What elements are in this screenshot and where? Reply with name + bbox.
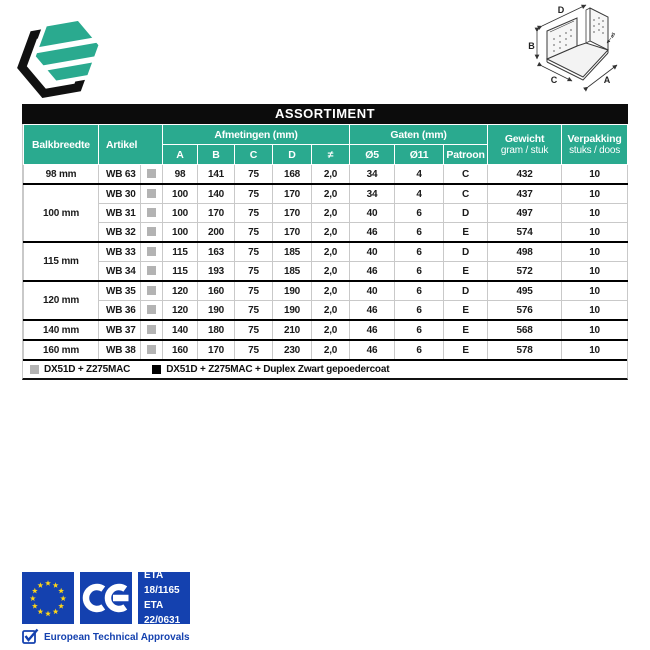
cell-patroon: E: [444, 340, 488, 359]
cell-patroon: E: [444, 262, 488, 282]
finish-swatch-icon: [147, 325, 156, 334]
finish-swatch-cell: [141, 242, 163, 262]
eta-approvals-line: [22, 628, 190, 644]
cell-c: 75: [235, 242, 273, 262]
cell-o11: 6: [395, 242, 444, 262]
cell-c: 75: [235, 204, 273, 223]
cell-patroon: E: [444, 301, 488, 321]
cell-t: 2,0: [312, 340, 350, 359]
finish-swatch-cell: [141, 320, 163, 340]
cell-c: 75: [235, 165, 273, 185]
cell-gewicht: 578: [488, 340, 562, 359]
cell-a: 115: [163, 262, 198, 282]
certification-badges: [22, 572, 190, 624]
hole-diameter-label: ø5: [609, 31, 617, 39]
cell-o11: 4: [395, 165, 444, 185]
cell-t: 2,0: [312, 242, 350, 262]
cell-verpakking: 10: [562, 301, 628, 321]
dim-label-a: A: [603, 75, 611, 85]
cell-artikel: WB 31: [99, 204, 141, 223]
cell-o5: 46: [350, 223, 395, 243]
cell-o5: 34: [350, 165, 395, 185]
legend-item: [152, 364, 389, 375]
header-balkbreedte: Balkbreedte: [24, 125, 99, 165]
table-row: [24, 204, 628, 223]
cell-b: 170: [198, 204, 235, 223]
assortiment-table: [23, 124, 628, 359]
cell-t: 2,0: [312, 301, 350, 321]
dim-label-c: C: [550, 75, 558, 85]
header-gaten: Gaten (mm): [350, 125, 488, 145]
cell-d: 190: [273, 301, 312, 321]
cell-artikel: WB 36: [99, 301, 141, 321]
finish-swatch-cell: [141, 281, 163, 301]
dim-label-b: B: [528, 41, 535, 51]
cell-b: 170: [198, 340, 235, 359]
cell-a: 98: [163, 165, 198, 185]
table-title: ASSORTIMENT: [22, 104, 628, 124]
header-col-o5: Ø5: [350, 145, 395, 165]
finish-swatch-cell: [141, 340, 163, 359]
cell-b: 141: [198, 165, 235, 185]
cell-verpakking: 10: [562, 223, 628, 243]
cell-verpakking: 10: [562, 262, 628, 282]
cell-balkbreedte: 140 mm: [24, 320, 99, 340]
cell-o11: 6: [395, 204, 444, 223]
cell-c: 75: [235, 301, 273, 321]
cell-o11: 6: [395, 340, 444, 359]
cell-gewicht: 568: [488, 320, 562, 340]
header-artikel: Artikel: [99, 125, 163, 165]
cell-d: 210: [273, 320, 312, 340]
table-row: [24, 320, 628, 340]
finish-swatch-cell: [141, 262, 163, 282]
cell-verpakking: 10: [562, 165, 628, 185]
finish-swatch-icon: [147, 208, 156, 217]
cell-o11: 6: [395, 301, 444, 321]
cell-d: 185: [273, 262, 312, 282]
cell-o5: 34: [350, 184, 395, 204]
finish-swatch-icon: [147, 227, 156, 236]
cell-t: 2,0: [312, 165, 350, 185]
cell-artikel: WB 63: [99, 165, 141, 185]
finish-swatch-icon: [147, 266, 156, 275]
cell-verpakking: 10: [562, 340, 628, 359]
cell-c: 75: [235, 184, 273, 204]
cell-artikel: WB 30: [99, 184, 141, 204]
cell-verpakking: 10: [562, 320, 628, 340]
cell-t: 2,0: [312, 320, 350, 340]
header-col-c: C: [235, 145, 273, 165]
dim-label-d: D: [557, 5, 565, 15]
cell-balkbreedte: 115 mm: [24, 242, 99, 281]
header-verpakking-title: Verpakking: [567, 133, 622, 145]
cell-gewicht: 572: [488, 262, 562, 282]
dim-line-a: [588, 65, 617, 87]
header-gewicht: [488, 125, 562, 165]
cell-t: 2,0: [312, 184, 350, 204]
cell-o5: 46: [350, 301, 395, 321]
cell-a: 160: [163, 340, 198, 359]
cell-o5: 46: [350, 340, 395, 359]
cell-gewicht: 432: [488, 165, 562, 185]
hanger-right-plate: [590, 8, 608, 50]
cell-b: 193: [198, 262, 235, 282]
finish-swatch-icon: [147, 286, 156, 295]
cell-b: 200: [198, 223, 235, 243]
cell-artikel: WB 37: [99, 320, 141, 340]
cell-patroon: D: [444, 242, 488, 262]
legend-item: [30, 364, 130, 375]
cell-verpakking: 10: [562, 204, 628, 223]
table-row: [24, 242, 628, 262]
cell-b: 160: [198, 281, 235, 301]
cell-o5: 40: [350, 204, 395, 223]
cell-balkbreedte: 160 mm: [24, 340, 99, 359]
cell-t: 2,0: [312, 262, 350, 282]
header-gewicht-title: Gewicht: [504, 133, 545, 145]
finish-legend: [23, 359, 627, 378]
finish-swatch-icon: [147, 305, 156, 314]
cell-a: 100: [163, 223, 198, 243]
cell-gewicht: 495: [488, 281, 562, 301]
cell-o11: 4: [395, 184, 444, 204]
header-col-a: A: [163, 145, 198, 165]
cell-c: 75: [235, 262, 273, 282]
finish-swatch-icon: [147, 345, 156, 354]
cell-artikel: WB 33: [99, 242, 141, 262]
cell-patroon: E: [444, 223, 488, 243]
finish-swatch-cell: [141, 204, 163, 223]
cell-verpakking: 10: [562, 281, 628, 301]
cell-d: 168: [273, 165, 312, 185]
finish-swatch-cell: [141, 301, 163, 321]
approvals-text: European Technical Approvals: [44, 632, 190, 643]
table-row: [24, 340, 628, 359]
cell-t: 2,0: [312, 281, 350, 301]
legend-swatch-icon: [30, 365, 39, 374]
cell-b: 140: [198, 184, 235, 204]
cell-d: 230: [273, 340, 312, 359]
header-col-o11: Ø11: [395, 145, 444, 165]
finish-swatch-cell: [141, 165, 163, 185]
table-row: [24, 281, 628, 301]
cell-o5: 40: [350, 281, 395, 301]
cell-o11: 6: [395, 320, 444, 340]
table-row: [24, 262, 628, 282]
eta-line-1: ETA 18/1165: [144, 570, 180, 596]
cell-b: 180: [198, 320, 235, 340]
cell-patroon: D: [444, 204, 488, 223]
cell-patroon: C: [444, 184, 488, 204]
header-afmetingen: Afmetingen (mm): [163, 125, 350, 145]
header-col-thickness: ≠: [312, 145, 350, 165]
cell-verpakking: 10: [562, 184, 628, 204]
brand-hexagon-logo: [12, 8, 107, 103]
cell-balkbreedte: 98 mm: [24, 165, 99, 185]
finish-swatch-icon: [147, 189, 156, 198]
cell-a: 115: [163, 242, 198, 262]
assortiment-section: [22, 104, 628, 380]
cell-d: 185: [273, 242, 312, 262]
cell-a: 100: [163, 204, 198, 223]
legend-label: DX51D + Z275MAC + Duplex Zwart gepoedercoat: [166, 364, 390, 375]
finish-swatch-cell: [141, 223, 163, 243]
cell-o11: 6: [395, 223, 444, 243]
cell-gewicht: 576: [488, 301, 562, 321]
cell-gewicht: 574: [488, 223, 562, 243]
cell-d: 170: [273, 204, 312, 223]
cell-o5: 46: [350, 262, 395, 282]
cell-b: 163: [198, 242, 235, 262]
header-gewicht-unit: gram / stuk: [500, 145, 549, 156]
cell-a: 120: [163, 281, 198, 301]
cell-artikel: WB 38: [99, 340, 141, 359]
cell-patroon: C: [444, 165, 488, 185]
cell-gewicht: 497: [488, 204, 562, 223]
cell-o5: 40: [350, 242, 395, 262]
legend-label: DX51D + Z275MAC: [44, 364, 131, 375]
joist-hanger-diagram: [527, 0, 645, 100]
finish-swatch-icon: [147, 169, 156, 178]
cell-t: 2,0: [312, 204, 350, 223]
cell-c: 75: [235, 281, 273, 301]
cell-d: 170: [273, 223, 312, 243]
cell-artikel: WB 34: [99, 262, 141, 282]
cell-t: 2,0: [312, 223, 350, 243]
cell-d: 170: [273, 184, 312, 204]
finish-swatch-cell: [141, 184, 163, 204]
header-col-d: D: [273, 145, 312, 165]
cell-c: 75: [235, 340, 273, 359]
eta-line-2: ETA 22/0631: [144, 600, 181, 626]
table-row: [24, 223, 628, 243]
cell-o5: 46: [350, 320, 395, 340]
cell-patroon: E: [444, 320, 488, 340]
cell-balkbreedte: 100 mm: [24, 184, 99, 242]
finish-swatch-icon: [147, 247, 156, 256]
cell-c: 75: [235, 320, 273, 340]
cell-a: 120: [163, 301, 198, 321]
table-row: [24, 165, 628, 185]
cell-c: 75: [235, 223, 273, 243]
ce-mark-icon: [80, 572, 132, 624]
table-row: [24, 301, 628, 321]
cell-gewicht: 498: [488, 242, 562, 262]
table-row: [24, 184, 628, 204]
cell-gewicht: 437: [488, 184, 562, 204]
cell-b: 190: [198, 301, 235, 321]
header-verpakking: [562, 125, 628, 165]
cell-a: 100: [163, 184, 198, 204]
cell-o11: 6: [395, 262, 444, 282]
cell-o11: 6: [395, 281, 444, 301]
eu-flag-icon: [22, 572, 74, 624]
cell-artikel: WB 32: [99, 223, 141, 243]
header-verpakking-unit: stuks / doos: [569, 145, 621, 156]
checkmark-box-icon: [22, 628, 40, 644]
cell-patroon: D: [444, 281, 488, 301]
cell-verpakking: 10: [562, 242, 628, 262]
eta-badge: [138, 572, 190, 624]
header-col-b: B: [198, 145, 235, 165]
legend-swatch-icon: [152, 365, 161, 374]
cell-a: 140: [163, 320, 198, 340]
cell-balkbreedte: 120 mm: [24, 281, 99, 320]
cell-d: 190: [273, 281, 312, 301]
cell-artikel: WB 35: [99, 281, 141, 301]
header-col-patroon: Patroon: [444, 145, 488, 165]
